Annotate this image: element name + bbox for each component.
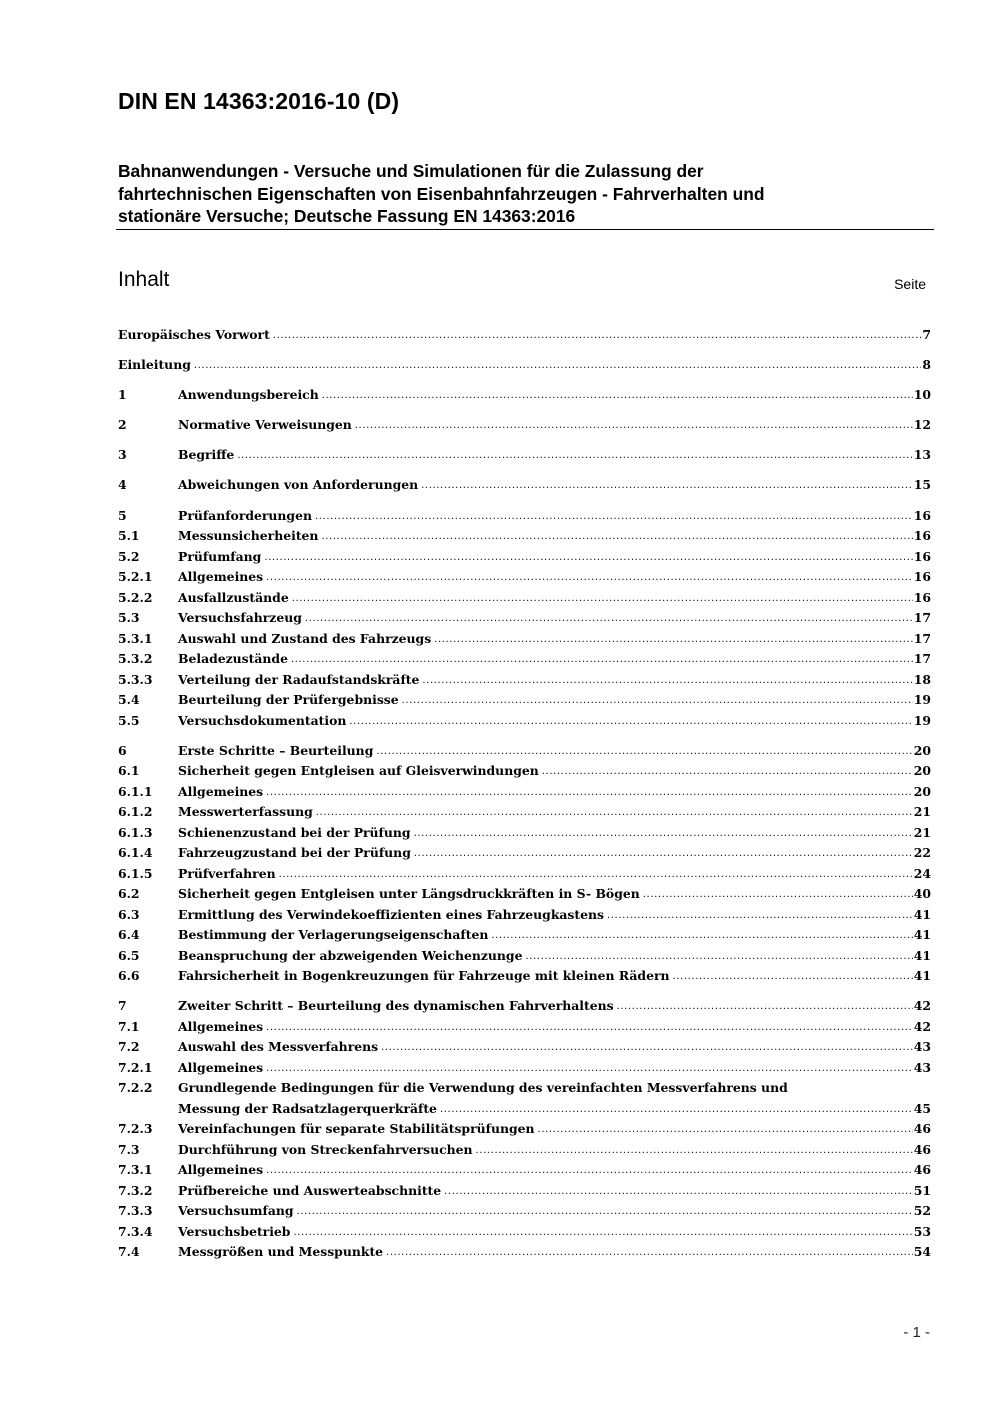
toc-entry[interactable] — [118, 1242, 931, 1263]
dot-leader — [434, 630, 913, 651]
toc-entry-number: 5.2.2 — [118, 589, 153, 605]
toc-entry[interactable] — [118, 843, 931, 864]
dot-leader — [305, 609, 913, 630]
toc-entry-label: Ermittlung des Verwindekoeffizienten eines Fahrzeugkastens — [178, 906, 604, 922]
toc-entry-page: 41 — [913, 968, 931, 984]
toc-entry-page: 20 — [913, 783, 931, 799]
toc-entry[interactable] — [118, 1140, 931, 1161]
toc-entry-number: 5.4 — [118, 692, 140, 708]
toc-entry-label: Versuchsbetrieb — [178, 1223, 291, 1239]
toc-entry-number: 5.5 — [118, 712, 140, 728]
toc-entry[interactable] — [118, 325, 931, 346]
dot-leader — [293, 1223, 912, 1244]
toc-entry-label: Allgemeines — [178, 783, 264, 799]
toc-entry-page: 53 — [913, 1223, 931, 1239]
toc-entry-label: Allgemeines — [178, 1059, 264, 1075]
toc-entry[interactable] — [118, 996, 931, 1017]
toc-entry-page: 43 — [913, 1059, 931, 1075]
toc-entry-label: Zweiter Schritt – Beurteilung des dynamischen Fahrverhaltens — [178, 998, 614, 1014]
toc-entry-number: 5 — [118, 507, 127, 523]
toc-entry-label: Verteilung der Radaufstandskräfte — [178, 671, 420, 687]
toc-entry-label: Versuchsfahrzeug — [178, 610, 302, 626]
toc-entry[interactable] — [118, 506, 931, 527]
toc-entry-label: Sicherheit gegen Entgleisen unter Längsdruckkräften in S- Bögen — [178, 886, 640, 902]
toc-entry[interactable] — [118, 526, 931, 547]
toc-entry[interactable] — [118, 385, 931, 406]
toc-entry-number: 7.3.2 — [118, 1182, 153, 1198]
toc-entry-number: 6 — [118, 742, 127, 758]
dot-leader — [315, 507, 913, 528]
toc-entry-label: Durchführung von Streckenfahrversuchen — [178, 1141, 473, 1157]
dot-leader — [237, 446, 912, 467]
title-line: stationäre Versuche; Deutsche Fassung EN 14363:2016 — [118, 206, 576, 226]
toc-entry[interactable] — [118, 782, 931, 803]
toc-entry[interactable] — [118, 741, 931, 762]
toc-entry-page: 21 — [913, 824, 931, 840]
toc-entry[interactable] — [118, 670, 931, 691]
title-line: fahrtechnischen Eigenschaften von Eisenbahnfahrzeugen - Fahrverhalten und — [118, 183, 765, 204]
toc-entry-label: Messunsicherheiten — [178, 528, 319, 544]
dot-leader — [273, 326, 922, 347]
toc-entry-label: Messung der Radsatzlagerquerkräfte — [178, 1100, 437, 1116]
toc-entry-number: 3 — [118, 447, 127, 463]
dot-leader — [422, 671, 912, 692]
toc-entry[interactable] — [118, 415, 931, 436]
toc-entry-label: Europäisches Vorwort — [118, 327, 270, 342]
toc-entry[interactable] — [118, 1222, 931, 1243]
toc-entry-label: Sicherheit gegen Entgleisen auf Gleisverwindungen — [178, 763, 539, 779]
document-id: DIN EN 14363:2016-10 (D) — [118, 88, 400, 114]
toc-entry-page: 15 — [913, 477, 931, 493]
toc-entry[interactable] — [118, 608, 931, 629]
toc-entry-number: 6.1.3 — [118, 824, 153, 840]
toc-entry[interactable] — [118, 649, 931, 670]
toc-entry-number: 7.3.3 — [118, 1203, 153, 1219]
toc-entry-label: Messwerterfassung — [178, 804, 313, 820]
toc-entry-page: 19 — [913, 692, 931, 708]
toc-entry-number: 7 — [118, 998, 127, 1014]
dot-leader — [617, 997, 913, 1018]
toc-entry-number: 6.1.1 — [118, 783, 153, 799]
dot-leader — [402, 691, 913, 712]
toc-entry[interactable] — [118, 1160, 931, 1181]
toc-entry-page: 22 — [913, 845, 931, 861]
dot-leader — [355, 416, 913, 437]
toc-entry-number: 5.2 — [118, 548, 140, 564]
toc-entry-label: Ausfallzustände — [178, 589, 289, 605]
dot-leader — [321, 527, 912, 548]
dot-leader — [349, 712, 912, 733]
toc-entry-label: Bestimmung der Verlagerungseigenschaften — [178, 927, 489, 943]
dot-leader — [266, 1161, 913, 1182]
toc-entry[interactable] — [118, 823, 931, 844]
toc-entry-label: Normative Verweisungen — [178, 417, 352, 433]
toc-entry-number: 7.2.2 — [118, 1080, 153, 1096]
toc-entry-page: 16 — [913, 569, 931, 585]
toc-entry[interactable] — [118, 802, 931, 823]
dot-leader — [421, 476, 913, 497]
dot-leader — [643, 885, 913, 906]
dot-leader — [264, 548, 912, 569]
toc-entry-label: Versuchsdokumentation — [178, 712, 347, 728]
toc-entry[interactable] — [118, 1058, 931, 1079]
toc-entry-number: 6.1.4 — [118, 845, 153, 861]
dot-leader — [279, 865, 913, 886]
title-line: Bahnanwendungen - Versuche und Simulationen für die Zulassung der — [118, 161, 704, 181]
toc-entry[interactable] — [118, 1181, 931, 1202]
dot-leader — [538, 1120, 913, 1141]
toc-entry-page: 20 — [913, 742, 931, 758]
dot-leader — [292, 589, 913, 610]
dot-leader — [381, 1038, 913, 1059]
toc-entry-page: 16 — [913, 548, 931, 564]
toc-entry-number: 7.3 — [118, 1141, 140, 1157]
toc-entry[interactable] — [118, 905, 931, 926]
toc-entry[interactable] — [118, 1017, 931, 1038]
toc-entry-page: 17 — [913, 651, 931, 667]
toc-entry-page: 54 — [913, 1244, 931, 1260]
toc-entry-page: 17 — [913, 610, 931, 626]
dot-leader — [266, 1059, 913, 1080]
toc-entry-label: Beanspruchung der abzweigenden Weichenzunge — [178, 947, 523, 963]
toc-entry-number: 5.3.3 — [118, 671, 153, 687]
toc-entry-page: 21 — [913, 804, 931, 820]
toc-entry-page: 10 — [913, 387, 931, 403]
toc-entry[interactable] — [118, 567, 931, 588]
toc-entry-label: Beurteilung der Prüfergebnisse — [178, 692, 399, 708]
toc-entry-label: Fahrsicherheit in Bogenkreuzungen für Fahrzeuge mit kleinen Rädern — [178, 968, 670, 984]
dot-leader — [476, 1141, 913, 1162]
toc-entry[interactable] — [118, 1201, 931, 1222]
toc-entry-page: 42 — [913, 1018, 931, 1034]
toc-entry-number: 6.6 — [118, 968, 140, 984]
toc-entry-number: 6.1.5 — [118, 865, 153, 881]
toc-entry-page: 16 — [913, 589, 931, 605]
toc-entry[interactable] — [118, 547, 931, 568]
toc-entry-label: Fahrzeugzustand bei der Prüfung — [178, 845, 411, 861]
toc-entry-label: Auswahl und Zustand des Fahrzeugs — [178, 630, 432, 646]
toc-entry[interactable] — [118, 475, 931, 496]
dot-leader — [414, 824, 913, 845]
title-divider — [116, 229, 934, 230]
toc-entry[interactable] — [118, 690, 931, 711]
toc-entry-number: 1 — [118, 387, 127, 403]
dot-leader — [376, 742, 912, 763]
toc-entry[interactable] — [118, 1037, 931, 1058]
dot-leader — [525, 947, 912, 968]
toc-entry-number: 6.1 — [118, 763, 140, 779]
page-column-label: Seite — [894, 276, 926, 292]
toc-entry-page: 52 — [913, 1203, 931, 1219]
toc-heading: Inhalt — [118, 268, 170, 291]
toc-entry-number: 7.4 — [118, 1244, 140, 1260]
toc-entry[interactable] — [118, 966, 931, 987]
dot-leader — [297, 1202, 913, 1223]
toc-entry-page: 51 — [913, 1182, 931, 1198]
toc-entry[interactable] — [118, 629, 931, 650]
toc-entry-number: 6.1.2 — [118, 804, 153, 820]
toc-entry-page: 8 — [922, 357, 931, 373]
toc-entry-label: Abweichungen von Anforderungen — [178, 477, 419, 493]
toc-entry-number: 7.2.3 — [118, 1121, 153, 1137]
toc-entry-page: 46 — [913, 1162, 931, 1178]
dot-leader — [266, 783, 913, 804]
toc-entry-number: 6.2 — [118, 886, 140, 902]
toc-entry-page: 18 — [913, 671, 931, 687]
dot-leader — [266, 1018, 913, 1039]
toc-entry-label: Schienenzustand bei der Prüfung — [178, 824, 411, 840]
toc-entry-page: 41 — [913, 947, 931, 963]
toc-entry-label: Allgemeines — [178, 1018, 264, 1034]
toc-entry[interactable] — [118, 355, 931, 376]
dot-leader — [440, 1100, 913, 1121]
toc-entry-label: Vereinfachungen für separate Stabilitätsprüfungen — [178, 1121, 535, 1137]
toc-entry-number: 7.3.4 — [118, 1223, 153, 1239]
toc-entry-number: 5.1 — [118, 528, 140, 544]
toc-entry[interactable] — [118, 946, 931, 967]
toc-entry-page: 7 — [922, 327, 931, 342]
toc-entry-label: Einleitung — [118, 357, 191, 373]
toc-entry-label: Allgemeines — [178, 569, 264, 585]
toc-entry-page: 42 — [913, 998, 931, 1014]
toc-entry[interactable] — [118, 588, 931, 609]
toc-entry-page: 12 — [913, 417, 931, 433]
toc-entry-label: Messgrößen und Messpunkte — [178, 1244, 384, 1260]
toc-entry-label: Auswahl des Messverfahrens — [178, 1039, 379, 1055]
toc-entry-page: 41 — [913, 906, 931, 922]
toc-entry[interactable] — [118, 1119, 931, 1140]
toc-entry-number: 6.3 — [118, 906, 140, 922]
toc-entry-number: 2 — [118, 417, 127, 433]
dot-leader — [444, 1182, 913, 1203]
dot-leader — [316, 803, 913, 824]
toc-entry-page: 20 — [913, 763, 931, 779]
toc-entry-page: 46 — [913, 1141, 931, 1157]
toc-entry-label: Prüfanforderungen — [178, 507, 312, 523]
toc-entry-label: Erste Schritte – Beurteilung — [178, 742, 374, 758]
toc-entry-number: 5.2.1 — [118, 569, 153, 585]
dot-leader — [542, 762, 913, 783]
toc-entry-page: 17 — [913, 630, 931, 646]
toc-entry-number: 7.3.1 — [118, 1162, 153, 1178]
toc-entry-number: 6.5 — [118, 947, 140, 963]
toc-entry-page: 24 — [913, 865, 931, 881]
dot-leader — [322, 386, 913, 407]
toc-entry-label: Allgemeines — [178, 1162, 264, 1178]
toc-entry-page: 45 — [913, 1100, 931, 1116]
table-of-contents — [118, 325, 931, 1263]
dot-leader — [607, 906, 913, 927]
toc-entry-page: 46 — [913, 1121, 931, 1137]
dot-leader — [194, 356, 922, 377]
page-number: - 1 - — [903, 1324, 930, 1341]
toc-entry-page: 43 — [913, 1039, 931, 1055]
toc-entry-label: Beladezustände — [178, 651, 288, 667]
toc-entry-label: Versuchsumfang — [178, 1203, 294, 1219]
dot-leader — [491, 926, 912, 947]
toc-entry[interactable] — [118, 711, 931, 732]
toc-entry-continuation[interactable] — [118, 1099, 931, 1120]
toc-entry[interactable] — [118, 761, 931, 782]
toc-entry-number: 7.1 — [118, 1018, 140, 1034]
toc-entry-number: 5.3.2 — [118, 651, 153, 667]
toc-entry[interactable] — [118, 925, 931, 946]
document-title — [118, 160, 918, 228]
toc-entry-label: Anwendungsbereich — [178, 387, 319, 403]
toc-entry[interactable] — [118, 445, 931, 466]
toc-entry[interactable] — [118, 864, 931, 885]
dot-leader — [414, 844, 913, 865]
toc-entry-page: 16 — [913, 507, 931, 523]
dot-leader — [386, 1243, 913, 1264]
toc-entry-page: 19 — [913, 712, 931, 728]
toc-entry-number: 4 — [118, 477, 127, 493]
toc-entry-page: 16 — [913, 528, 931, 544]
toc-entry-number: 5.3 — [118, 610, 140, 626]
toc-entry-label: Begriffe — [178, 447, 235, 463]
toc-entry-page: 40 — [913, 886, 931, 902]
dot-leader — [266, 568, 913, 589]
toc-entry-number: 5.3.1 — [118, 630, 153, 646]
dot-leader — [673, 967, 913, 988]
toc-entry-number: 7.2.1 — [118, 1059, 153, 1075]
toc-entry-label: Prüfverfahren — [178, 865, 276, 881]
toc-entry-page: 41 — [913, 927, 931, 943]
toc-entry-number: 6.4 — [118, 927, 140, 943]
toc-entry[interactable] — [118, 1078, 931, 1099]
toc-entry[interactable] — [118, 884, 931, 905]
toc-entry-page: 13 — [913, 447, 931, 463]
toc-entry-label: Prüfbereiche und Auswerteabschnitte — [178, 1182, 442, 1198]
dot-leader — [291, 650, 913, 671]
toc-entry-number: 7.2 — [118, 1039, 140, 1055]
toc-entry-label: Prüfumfang — [178, 548, 262, 564]
toc-entry-label: Grundlegende Bedingungen für die Verwendung des vereinfachten Messverfahrens und — [178, 1080, 788, 1096]
